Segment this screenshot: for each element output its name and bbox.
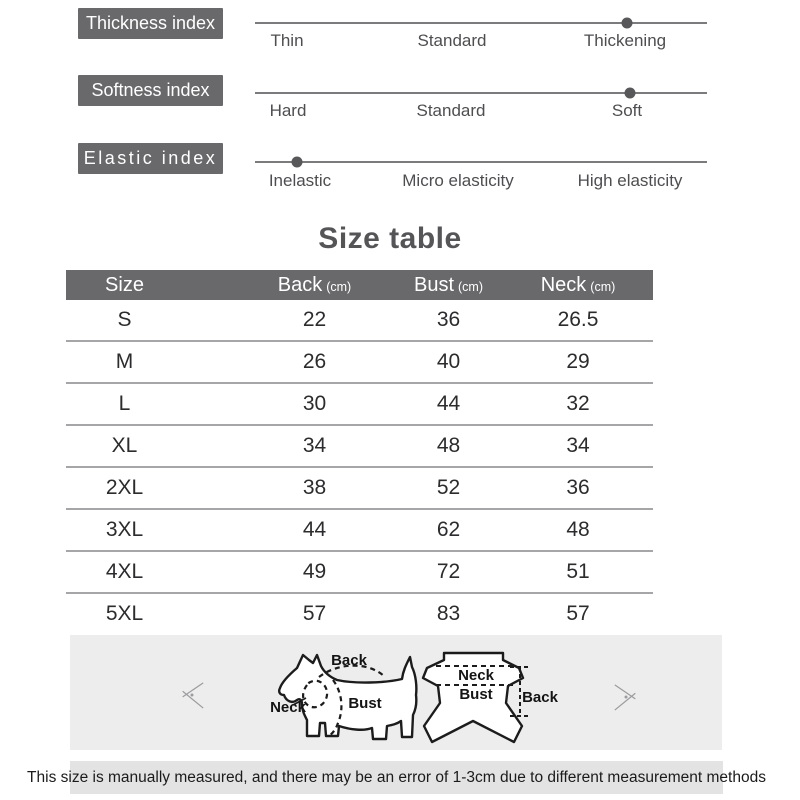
column-header-neck: Neck (cm) bbox=[540, 273, 616, 296]
elastic-index-dot bbox=[292, 157, 303, 168]
table-row-xl: XL 34 48 34 bbox=[66, 426, 653, 468]
table-row-2xl: 2XL 38 52 36 bbox=[66, 468, 653, 510]
softness-option-hard: Hard bbox=[269, 101, 307, 120]
elastic-option-inelastic: Inelastic bbox=[268, 171, 332, 190]
thickness-option-standard: Standard bbox=[417, 31, 487, 50]
table-row-5xl: 5XL 57 83 57 bbox=[105, 602, 590, 625]
size-table bbox=[66, 270, 653, 634]
column-header-bust: Bust (cm) bbox=[413, 273, 484, 296]
thickness-option-thickening: Thickening bbox=[583, 31, 667, 50]
column-header-size: Size bbox=[105, 273, 144, 296]
table-row-3xl: 3XL 44 62 48 bbox=[66, 510, 653, 552]
measurement-note: This size is manually measured, and there may be an error of 1-3cm due to different measurement methods bbox=[70, 761, 723, 794]
thickness-index-track bbox=[255, 22, 707, 24]
measurement-diagram-panel bbox=[70, 635, 722, 750]
dog-bust-label: Bust bbox=[348, 695, 382, 712]
dog-measurement-diagram bbox=[270, 652, 416, 739]
thickness-index-dot bbox=[622, 18, 633, 29]
garment-neck-label: Neck bbox=[458, 667, 494, 684]
elastic-index-label: Elastic index bbox=[78, 143, 223, 174]
softness-option-standard: Standard bbox=[416, 101, 486, 120]
column-header-back: Back (cm) bbox=[277, 273, 352, 296]
elastic-index-track bbox=[255, 161, 707, 163]
table-row-m: M 26 40 29 bbox=[66, 342, 653, 384]
prev-arrow-icon[interactable] bbox=[178, 678, 206, 711]
next-arrow-icon[interactable] bbox=[612, 680, 640, 713]
softness-index-track bbox=[255, 92, 707, 94]
table-row-s: S 22 36 26.5 bbox=[66, 300, 653, 342]
table-row-l: L 30 44 32 bbox=[66, 384, 653, 426]
elastic-option-micro: Micro elasticity bbox=[402, 171, 514, 190]
softness-option-soft: Soft bbox=[611, 101, 643, 120]
elastic-option-high: High elasticity bbox=[577, 171, 683, 190]
garment-measurement-diagram bbox=[423, 653, 559, 742]
thickness-index-label: Thickness index bbox=[78, 8, 223, 39]
size-table-header bbox=[66, 270, 653, 300]
garment-back-label: Back bbox=[522, 689, 558, 706]
softness-index-dot bbox=[625, 88, 636, 99]
softness-index-label: Softness index bbox=[78, 75, 223, 106]
dog-neck-label: Neck bbox=[270, 699, 306, 716]
dog-back-label: Back bbox=[331, 652, 367, 669]
table-row-4xl: 4XL 49 72 51 bbox=[66, 552, 653, 594]
garment-bust-label: Bust bbox=[459, 686, 493, 703]
size-table-title: Size table bbox=[318, 222, 462, 255]
thickness-option-thin: Thin bbox=[270, 31, 304, 50]
